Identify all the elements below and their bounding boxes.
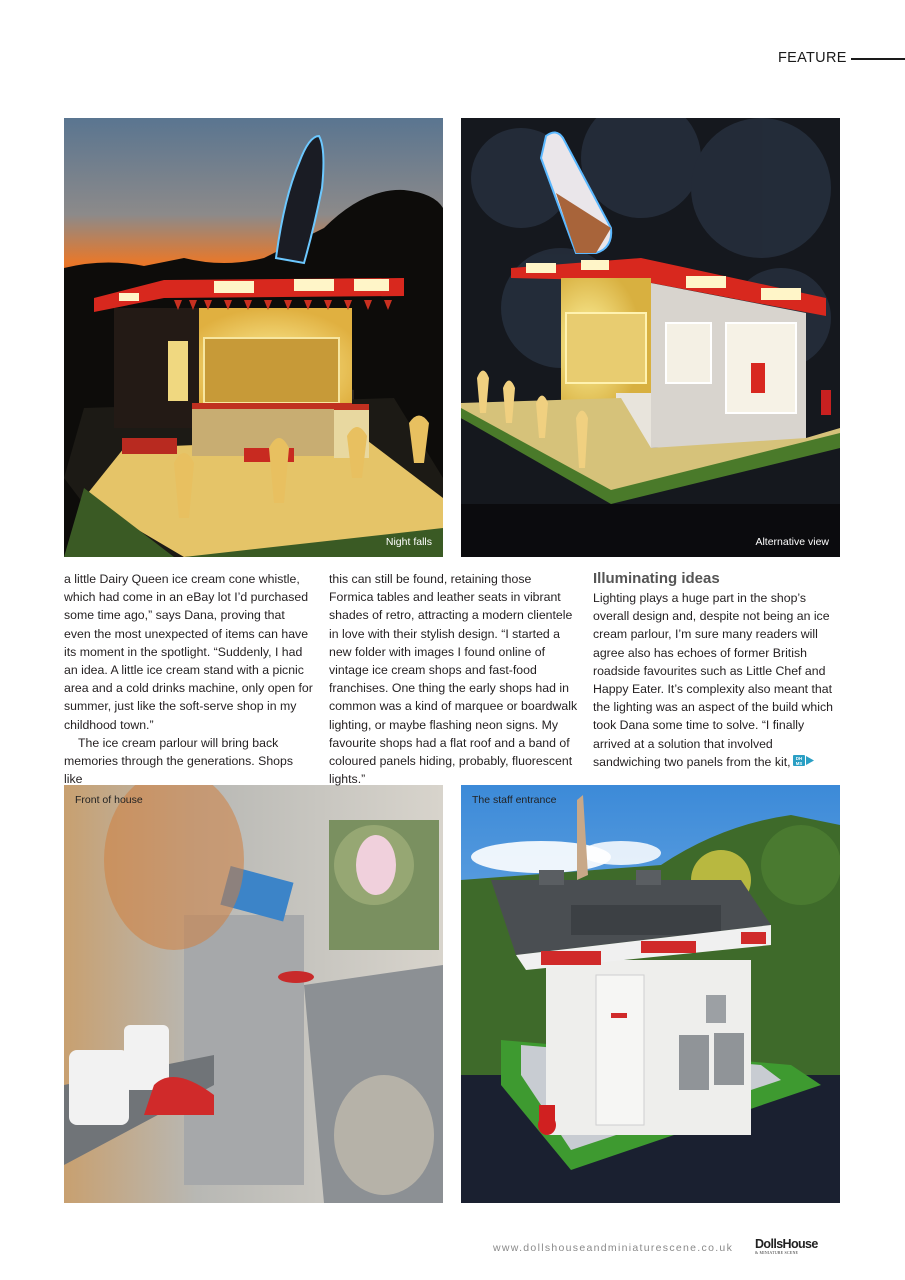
photo-night-falls	[64, 118, 443, 557]
photo-front-of-house	[64, 785, 443, 1203]
dhms-continue-arrow-icon	[793, 753, 815, 771]
logo-subtitle: & MINIATURE SCENE	[755, 1250, 799, 1255]
night-shop-illustration	[64, 118, 443, 557]
interior-illustration	[64, 785, 443, 1203]
article-column-3	[593, 570, 843, 772]
section-label: FEATURE	[778, 50, 847, 66]
paragraph: The ice cream parlour will bring back memories through the generations. Shops like	[64, 735, 293, 787]
staff-entrance-illustration	[461, 785, 840, 1203]
photo-caption: Alternative view	[755, 536, 829, 548]
footer-website-url[interactable]: www.dollshouseandminiaturescene.co.uk	[493, 1242, 734, 1254]
section-rule	[851, 58, 905, 60]
logo-title: DollsHouse	[755, 1237, 818, 1251]
magazine-logo	[755, 1238, 818, 1255]
article-column-1	[64, 570, 314, 788]
svg-text:DH: DH	[795, 756, 802, 762]
paragraph: this can still be found, retaining those Formica tables and leather seats in vibrant shades of retro, attracting a modern clientele in love with their stylish design. “I started a new folder with images I found online of vintage ice cream shops and fast-food franchises. One thing the early shops had in common was a kind of marquee or boardwalk lighting, or maybe flashing neon signs. My favourite shops had a flat roof and a band of coloured panels hiding, probably, fluorescent lights.”	[329, 572, 578, 787]
photo-caption: Front of house	[75, 794, 143, 806]
svg-text:MS: MS	[795, 761, 802, 767]
alt-shop-illustration	[461, 118, 840, 557]
article-column-2	[329, 570, 579, 788]
photo-alternative-view	[461, 118, 840, 557]
photo-staff-entrance	[461, 785, 840, 1203]
paragraph-text: Lighting plays a huge part in the shop’s overall design and, despite not being an ice cream parlour, I’m sure many readers will agree also has echoes of former British roadside favourites such as Little Chef and Happy Eater. It’s complexity also meant that the lighting was an aspect of the build which took Dana some time to solve. “I finally arrived at a solution that involved sandwiching two panels from the kit,	[593, 591, 833, 769]
paragraph	[593, 589, 843, 772]
paragraph: a little Dairy Queen ice cream cone whistle, which had come in an eBay lot I’d purchased some time ago,” says Dana, proving that even the most unexpected of items can have its moment in the spotlight. “Suddenly, I had an idea. A little ice cream stand with a picnic area and a cold drinks machine, only open for summer, just like the soft-serve shop in my childhood town.”	[64, 572, 313, 732]
subheading: Illuminating ideas	[593, 570, 720, 587]
photo-caption: Night falls	[385, 536, 432, 548]
photo-caption: The staff entrance	[472, 794, 557, 806]
